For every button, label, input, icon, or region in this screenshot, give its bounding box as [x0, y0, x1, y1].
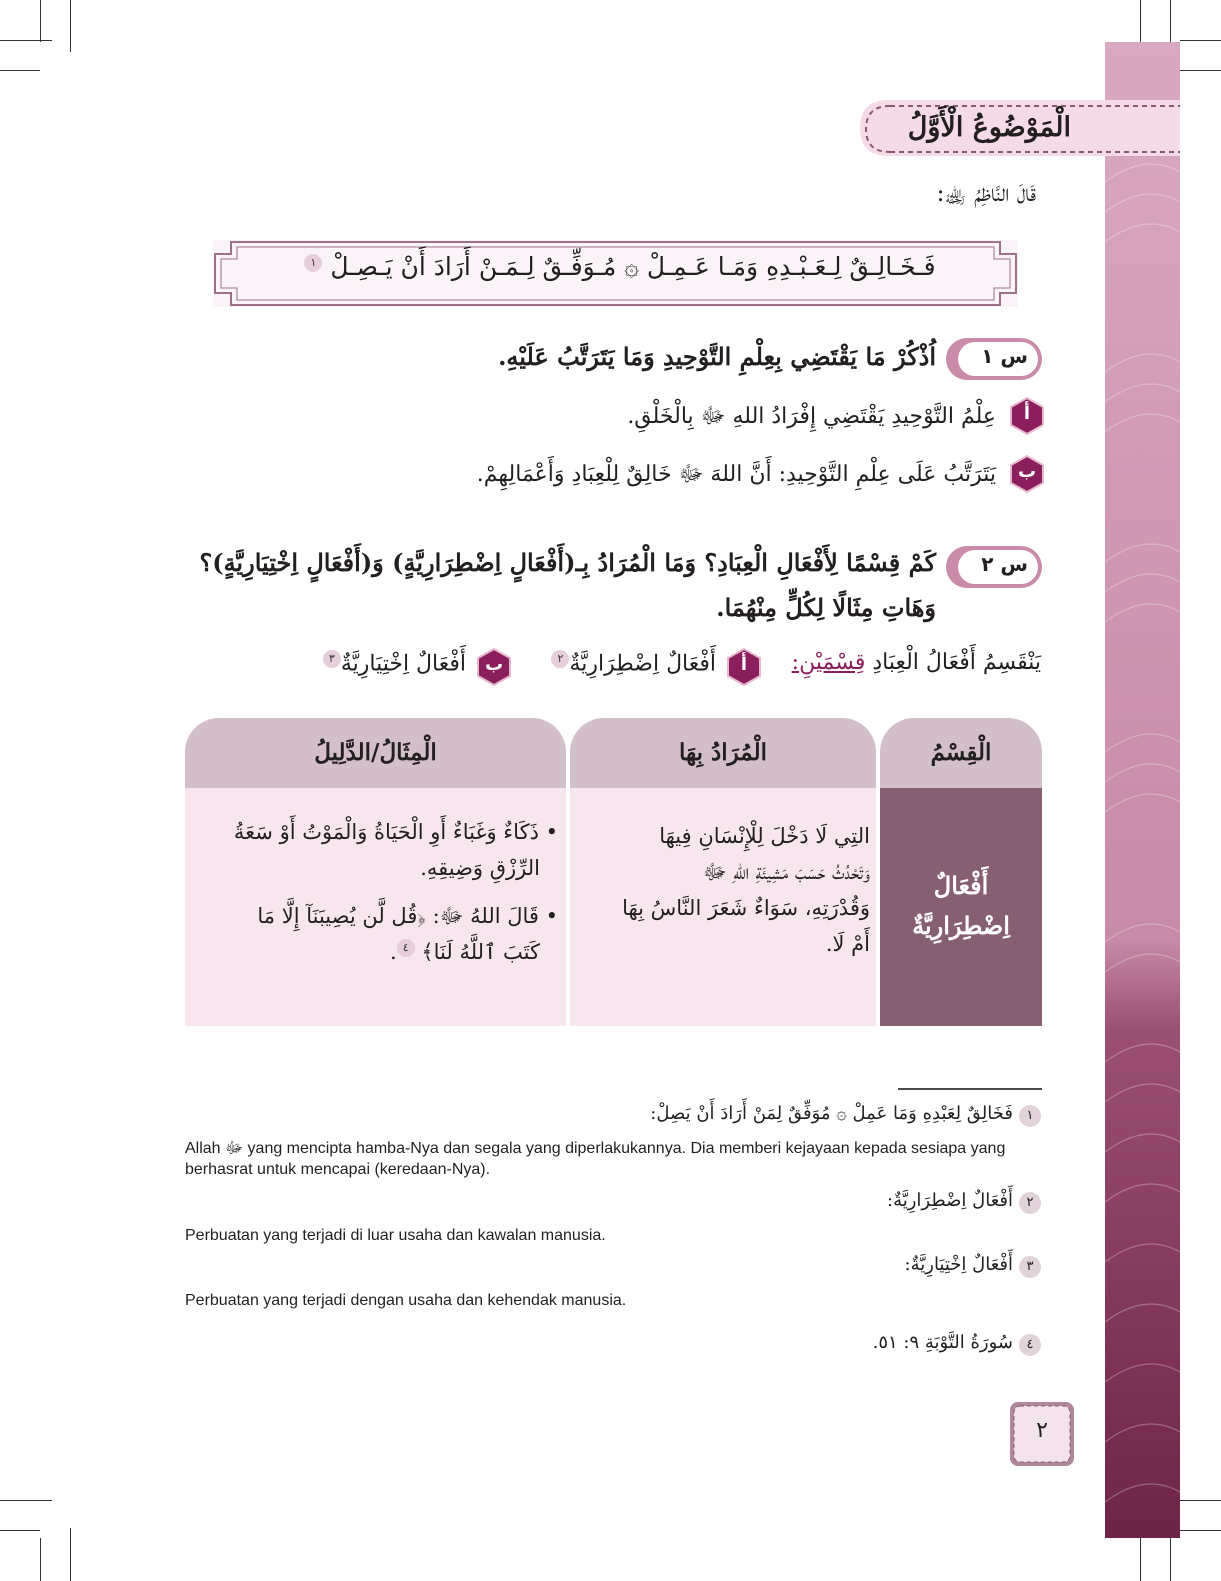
footnote-1-translation: Allah ﷻ yang mencipta hamba-Nya dan segala yang diperlakukannya. Dia memberi kejayaan kepada sesiapa yang berhasrat untuk mencapai (keredaan-Nya). — [185, 1140, 1006, 1178]
division-letter: أ — [740, 654, 748, 675]
poem-verse: فَـخَـالِـقٌ لِـعَـبْـدِهِ وَمَـا عَـمِـلْ ۞ مُـوَفِّـقٌ لِـمَـنْ أَرَادَ أَنْ يَـصِـلْ $^١$ — [240, 252, 1000, 281]
page-number: ٢ — [1036, 1418, 1048, 1443]
division-intro: يَنْقَسِمُ أَفْعَالُ الْعِبَادِ قِسْمَيْنِ: — [791, 650, 1041, 675]
question-badge: س ١ — [946, 338, 1042, 380]
question-badge: س ٢ — [946, 546, 1042, 588]
crop-mark — [1180, 40, 1221, 41]
crop-mark — [70, 0, 71, 52]
meaning-line: التِي لَا دَخْلَ لِلْإِنْسَانِ فِيهَا — [659, 824, 870, 848]
answer-letter: أ — [1023, 403, 1031, 424]
crop-mark — [40, 1538, 41, 1581]
crop-mark — [1180, 1500, 1221, 1501]
crop-mark — [0, 1530, 40, 1531]
footnote-3-translation: Perbuatan yang terjadi dengan usaha dan kehendak manusia. — [185, 1292, 627, 1309]
example-item: • ذَكَاءٌ وَغَبَاءٌ أَوِ الْحَيَاةُ وَالْمَوْتُ أَوْ سَعَةُ — [233, 820, 558, 844]
crop-mark — [0, 1500, 52, 1501]
answer-text: يَتَرَتَّبُ عَلَى عِلْمِ التَّوْحِيدِ: أَنَّ اللهَ ﷻ خَالِقٌ لِلْعِبَادِ وَأَعْمَالِهِمْ. — [476, 462, 996, 487]
footnote-marker[interactable]: ١ — [304, 254, 322, 272]
crop-mark — [0, 70, 40, 71]
crop-mark — [1180, 70, 1221, 71]
table-header-meaning: الْمُرَادُ بِهَا — [570, 718, 876, 788]
question-2-text-line1: كَمْ قِسْمًا لِأَفْعَالِ الْعِبَادِ؟ وَمَا الْمُرَادُ بِـ(أَفْعَالٍ اِضْطِرَارِيَّةٍ) وَ(أَفْعَالٍ اِخْتِيَارِيَّةٍ)؟ — [199, 548, 936, 577]
topic-title: الْمَوْضُوعُ الْأَوَّلُ — [907, 112, 1071, 143]
footnote-2-translation: Perbuatan yang terjadi di luar usaha dan kawalan manusia. — [185, 1227, 606, 1244]
crop-mark — [70, 1528, 71, 1581]
footnote-marker[interactable]: ٢ — [551, 650, 569, 668]
example-item: • قَالَ اللهُ ﷻ: ﴿قُل لَّن يُصِيبَنَآ إِلَّا مَا — [257, 904, 558, 928]
meaning-line: أَمْ لَا. — [825, 932, 870, 956]
table-header-category: الْقِسْمُ — [880, 718, 1042, 788]
table-cell-category: أَفْعَالٌ اِضْطِرَارِيَّةٌ — [880, 788, 1042, 1026]
intro-text: قَالَ النَّاظِمُ ﵀: — [936, 179, 1036, 207]
question-2-text-line2: وَهَاتِ مِثَالًا لِكُلٍّ مِنْهُمَا. — [716, 593, 936, 622]
footnote-1-arabic: ١فَخَالِقٌ لِعَبْدِهِ وَمَا عَمِلْ ۞ مُوَفِّقٌ لِمَنْ أَرَادَ أَنْ يَصِلْ: — [650, 1103, 1041, 1127]
crop-mark — [40, 0, 41, 42]
example-item-cont: الرِّزْقِ وَضِيقِهِ. — [420, 856, 540, 880]
question-1-text: اُذْكُرْ مَا يَقْتَضِي بِعِلْمِ التَّوْحِيدِ وَمَا يَتَرَتَّبُ عَلَيْهِ. — [498, 342, 936, 371]
footnote-marker[interactable]: ٤ — [397, 939, 415, 957]
table-cell-meaning — [570, 788, 876, 1026]
footnote-2-arabic: ٢أَفْعَالٌ اِضْطِرَارِيَّةٌ: — [887, 1190, 1041, 1214]
footnote-4-arabic: ٤سُورَةُ التَّوْبَةِ ٩: ٥١. — [873, 1332, 1041, 1356]
meaning-line: وَقُدْرَتِهِ، سَوَاءٌ شَعَرَ النَّاسُ بِهَا — [622, 896, 870, 920]
table-header-example: الْمِثَالُ/الدَّلِيلُ — [185, 718, 566, 788]
footnote-divider — [898, 1088, 1042, 1090]
footnote-marker[interactable]: ٣ — [323, 650, 341, 668]
answer-text: عِلْمُ التَّوْحِيدِ يَقْتَضِي إِفْرَادُ اللهِ ﷻ بِالْخَلْقِ. — [627, 404, 996, 429]
crop-mark — [0, 40, 52, 41]
crop-mark — [1170, 1538, 1171, 1581]
example-item-cont: كَتَبَ ٱللَّهُ لَنَا﴾ $^٤$. — [389, 940, 540, 964]
crop-mark — [1170, 0, 1171, 42]
answer-letter: ب — [1017, 461, 1037, 482]
division-letter: ب — [484, 654, 504, 675]
division-item: أَفْعَالٌ اِضْطِرَارِيَّةٌ$^٢$ — [551, 650, 716, 676]
division-item: أَفْعَالٌ اِخْتِيَارِيَّةٌ$^٣$ — [323, 650, 466, 676]
crop-mark — [1180, 1530, 1221, 1531]
footnote-3-arabic: ٣أَفْعَالٌ اِخْتِيَارِيَّةٌ: — [905, 1254, 1041, 1278]
meaning-line: وَتَحْدُثُ حَسَبَ مَشِيئَةِ اللهِ ﷻ — [702, 860, 870, 884]
table-cell-example — [185, 788, 566, 1026]
decorative-side-band — [1105, 42, 1180, 1538]
